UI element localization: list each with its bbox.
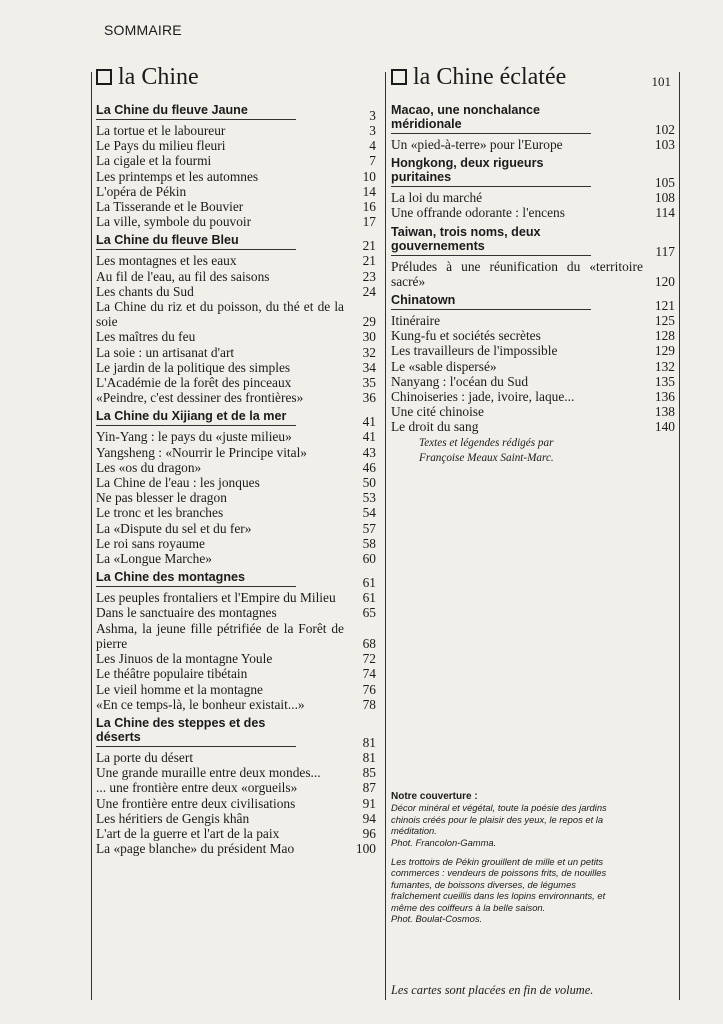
section-title: Hongkong, deux rigueurs puritaines xyxy=(391,156,591,187)
toc-entry xyxy=(391,404,675,419)
right-toc-column xyxy=(391,58,675,435)
toc-entry xyxy=(96,214,376,229)
entry-title: La «Dispute du sel et du fer» xyxy=(96,520,252,536)
toc-entry xyxy=(96,621,376,651)
section-title: La Chine des steppes et des déserts xyxy=(96,716,296,747)
page-number: 50 xyxy=(362,475,376,491)
page-number: 41 xyxy=(362,429,376,445)
page-number: 23 xyxy=(362,268,376,284)
page-number: 85 xyxy=(362,765,376,781)
toc-section-heading xyxy=(96,103,376,123)
page-number: 136 xyxy=(654,389,675,405)
page-number: 102 xyxy=(654,122,675,137)
credits-note: Textes et légendes rédigés par Françoise Meaux Saint-Marc. xyxy=(419,437,554,464)
page-number: 57 xyxy=(362,520,376,536)
page-number: 114 xyxy=(655,205,675,221)
toc-entry xyxy=(96,796,376,811)
toc-entry xyxy=(96,169,376,184)
maps-note: Les cartes sont placées en fin de volume. xyxy=(391,983,594,997)
entry-title: Itinéraire xyxy=(391,313,441,329)
page-number: 3 xyxy=(369,123,376,138)
toc-entry xyxy=(391,419,675,434)
entry-title: Ashma, la jeune fille pétrifiée de la Forêt de pierre xyxy=(96,620,344,651)
page-number: 3 xyxy=(369,108,376,123)
toc-entry xyxy=(96,605,376,620)
page-number: 32 xyxy=(362,344,376,360)
toc-entry xyxy=(391,190,675,205)
entry-title: La Chine du riz et du poisson, du thé et de la soie xyxy=(96,299,344,330)
toc-section-heading xyxy=(96,716,376,750)
page-number: 138 xyxy=(654,404,675,420)
entry-title: Le tronc et les branches xyxy=(96,505,224,521)
page-number: 54 xyxy=(362,505,376,521)
section-title: La Chine du fleuve Bleu xyxy=(96,233,296,250)
cover-photo-credit-2: Phot. Boulat-Cosmos. xyxy=(391,913,483,925)
page-number: 72 xyxy=(362,651,376,667)
section-title: La Chine des montagnes xyxy=(96,570,296,587)
cover-text-1: Décor minéral et végétal, toute la poésie des jardins chinois créés pour le plaisir des yeux, le repos et la méditation. xyxy=(391,802,607,837)
toc-entry xyxy=(96,841,376,856)
entry-title: Le droit du sang xyxy=(391,419,479,435)
toc-entry xyxy=(96,390,376,405)
checkbox-square-icon xyxy=(391,69,407,85)
toc-entry xyxy=(96,184,376,199)
page-number: 76 xyxy=(362,681,376,697)
entry-title: Ne pas blesser le dragon xyxy=(96,490,227,506)
toc-entry xyxy=(96,682,376,697)
entry-title: Une grande muraille entre deux mondes... xyxy=(96,765,321,781)
toc-entry xyxy=(96,123,376,138)
toc-entry xyxy=(96,780,376,795)
page-number: 81 xyxy=(362,749,376,765)
entry-title: Les Jinuos de la montagne Youle xyxy=(96,651,273,667)
entry-title: Une offrande odorante : l'encens xyxy=(391,205,565,221)
entry-title: La «Longue Marche» xyxy=(96,551,213,567)
page-number: 10 xyxy=(362,168,376,184)
page-number: 30 xyxy=(362,329,376,345)
toc-entry xyxy=(96,460,376,475)
entry-title: Les chants du Sud xyxy=(96,283,194,299)
toc-entry xyxy=(96,445,376,460)
left-column-rule xyxy=(91,72,92,1000)
page-number: 21 xyxy=(362,253,376,269)
entry-title: La tortue et le laboureur xyxy=(96,123,226,138)
toc-section-heading xyxy=(391,103,675,137)
page-number: 7 xyxy=(369,153,376,169)
toc-entry xyxy=(96,521,376,536)
toc-entry xyxy=(96,153,376,168)
entry-title: L'art de la guerre et l'art de la paix xyxy=(96,825,280,841)
page-number: 35 xyxy=(362,375,376,391)
entry-title: La «page blanche» du président Mao xyxy=(96,841,295,857)
entry-title: La Tisserande et le Bouvier xyxy=(96,199,244,215)
toc-entry xyxy=(96,551,376,566)
entry-title: Yin-Yang : le pays du «juste milieu» xyxy=(96,429,292,445)
toc-entry xyxy=(96,299,376,329)
toc-entry xyxy=(96,284,376,299)
page-number: 87 xyxy=(362,780,376,796)
section-title: La Chine du fleuve Jaune xyxy=(96,103,296,120)
entry-title: Les maîtres du feu xyxy=(96,329,196,345)
section-title: Macao, une nonchalance méridionale xyxy=(391,103,591,134)
left-main-title xyxy=(96,58,376,96)
page-number: 129 xyxy=(654,343,675,359)
toc-entry xyxy=(96,199,376,214)
toc-entry xyxy=(96,666,376,681)
page-number: 128 xyxy=(654,328,675,344)
cover-photo-credit-1: Phot. Francolon-Gamma. xyxy=(391,836,497,848)
page-number: 103 xyxy=(654,137,675,152)
page-number: 100 xyxy=(355,841,376,857)
entry-title: Les travailleurs de l'impossible xyxy=(391,343,558,359)
page-number: 53 xyxy=(362,490,376,506)
page-number: 91 xyxy=(362,795,376,811)
entry-title: La ville, symbole du pouvoir xyxy=(96,214,252,230)
page-number: 36 xyxy=(362,390,376,406)
entry-title: Le «sable dispersé» xyxy=(391,358,497,374)
section-title: Chinatown xyxy=(391,293,591,310)
entry-title: L'Académie de la forêt des pinceaux xyxy=(96,375,292,391)
toc-entry xyxy=(96,765,376,780)
cover-text-2: Les trottoirs de Pékin grouillent de mille et un petits commerces : vendeurs de poissons frits, de nouilles fumantes, de boissons diverses, de légumes fraîchement cueillis dans les lopins environnants, et même des coiffeurs à la belle saison. xyxy=(391,856,607,913)
entry-title: Au fil de l'eau, au fil des saisons xyxy=(96,268,270,284)
page-number: 78 xyxy=(362,696,376,712)
left-toc-column xyxy=(96,58,376,856)
toc-section-heading xyxy=(391,156,675,190)
entry-title: La cigale et la fourmi xyxy=(96,153,212,169)
toc-entry xyxy=(96,697,376,712)
entry-title: ... une frontière entre deux «orgueils» xyxy=(96,780,298,796)
toc-entry xyxy=(96,750,376,765)
page-number: 43 xyxy=(362,444,376,460)
page-number: 16 xyxy=(362,199,376,215)
toc-entry xyxy=(391,343,675,358)
section-title: Taiwan, trois noms, deux gouvernements xyxy=(391,225,591,256)
toc-entry xyxy=(391,259,675,289)
toc-entry xyxy=(96,253,376,268)
toc-entry xyxy=(96,360,376,375)
page-number: 108 xyxy=(654,190,675,206)
entry-title: Kung-fu et sociétés secrètes xyxy=(391,328,541,344)
page-number: 4 xyxy=(369,138,376,154)
right-title-text: la Chine éclatée xyxy=(413,63,567,90)
entry-title: Les printemps et les automnes xyxy=(96,168,259,184)
right-main-title xyxy=(391,58,675,96)
cover-heading: Notre couverture : xyxy=(391,791,478,802)
toc-entry xyxy=(96,429,376,444)
entry-title: Les «os du dragon» xyxy=(96,459,202,475)
toc-entry xyxy=(96,345,376,360)
page-number: 68 xyxy=(362,635,376,651)
page-number: 105 xyxy=(654,175,675,191)
page-number: 24 xyxy=(362,283,376,299)
entry-title: Yangsheng : «Nourrir le Principe vital» xyxy=(96,444,307,460)
page-number: 94 xyxy=(362,810,376,826)
entry-title: Les montagnes et les eaux xyxy=(96,253,237,269)
toc-entry xyxy=(96,536,376,551)
checkbox-square-icon xyxy=(96,69,112,85)
toc-section-heading xyxy=(96,570,376,590)
page-number: 58 xyxy=(362,535,376,551)
toc-entry xyxy=(96,269,376,284)
entry-title: La loi du marché xyxy=(391,190,483,206)
entry-title: Le vieil homme et la montagne xyxy=(96,681,263,697)
toc-entry xyxy=(391,328,675,343)
page-number: 41 xyxy=(362,414,376,430)
toc-section-heading xyxy=(391,225,675,259)
entry-title: La soie : un artisanat d'art xyxy=(96,344,235,360)
entry-title: Une cité chinoise xyxy=(391,404,484,420)
toc-entry xyxy=(391,313,675,328)
entry-title: Un «pied-à-terre» pour l'Europe xyxy=(391,137,563,152)
left-toc-list xyxy=(96,103,376,856)
middle-column-rule xyxy=(385,72,386,1000)
page-number: 34 xyxy=(362,359,376,375)
entry-title: «En ce temps-là, le bonheur existait...» xyxy=(96,696,305,712)
entry-title: Dans le sanctuaire des montagnes xyxy=(96,605,277,621)
section-title: La Chine du Xijiang et de la mer xyxy=(96,409,296,426)
left-title-text: la Chine xyxy=(118,63,199,90)
page-number: 117 xyxy=(655,243,675,259)
page-number: 17 xyxy=(362,214,376,230)
page-number: 14 xyxy=(362,183,376,199)
page-number: 132 xyxy=(654,358,675,374)
page-number: 140 xyxy=(654,419,675,435)
toc-entry xyxy=(96,475,376,490)
entry-title: «Peindre, c'est dessiner des frontières» xyxy=(96,390,304,406)
toc-entry xyxy=(391,374,675,389)
toc-entry xyxy=(391,359,675,374)
page-number: 29 xyxy=(362,314,376,330)
toc-entry xyxy=(96,505,376,520)
toc-section-heading xyxy=(96,233,376,253)
right-toc-list xyxy=(391,103,675,435)
entry-title: Le jardin de la politique des simples xyxy=(96,359,291,375)
entry-title: Le Pays du milieu fleuri xyxy=(96,138,226,154)
page-number: 96 xyxy=(362,825,376,841)
toc-entry xyxy=(96,138,376,153)
toc-entry xyxy=(96,826,376,841)
page-number: 21 xyxy=(362,238,376,254)
page-number: 81 xyxy=(362,734,376,750)
toc-entry xyxy=(96,490,376,505)
entry-title: La Chine de l'eau : les jonques xyxy=(96,475,260,491)
entry-title: Les héritiers de Gengis khân xyxy=(96,810,250,826)
right-title-page: 101 xyxy=(651,74,671,89)
page-number: 135 xyxy=(654,373,675,389)
toc-section-heading xyxy=(391,293,675,313)
toc-entry xyxy=(96,590,376,605)
page-number: 65 xyxy=(362,605,376,621)
toc-entry xyxy=(391,137,675,152)
page-number: 61 xyxy=(362,575,376,591)
entry-title: La porte du désert xyxy=(96,749,194,765)
entry-title: Les peuples frontaliers et l'Empire du Milieu xyxy=(96,590,336,606)
toc-entry xyxy=(96,375,376,390)
toc-section-heading xyxy=(96,409,376,429)
toc-entry xyxy=(96,811,376,826)
page-number: 125 xyxy=(654,313,675,329)
page-number: 120 xyxy=(654,273,675,289)
entry-title: L'opéra de Pékin xyxy=(96,183,187,199)
toc-entry xyxy=(96,651,376,666)
entry-title: Le roi sans royaume xyxy=(96,535,205,551)
toc-entry xyxy=(391,389,675,404)
entry-title: Nanyang : l'océan du Sud xyxy=(391,373,529,389)
page-number: 60 xyxy=(362,551,376,567)
page-number: 61 xyxy=(362,590,376,606)
entry-title: Préludes à une réunification du «territoire sacré» xyxy=(391,258,643,289)
page-header: SOMMAIRE xyxy=(104,22,182,38)
toc-entry xyxy=(391,205,675,220)
page-number: 74 xyxy=(362,666,376,682)
entry-title: Le théâtre populaire tibétain xyxy=(96,666,248,682)
page-number: 121 xyxy=(654,298,675,314)
entry-title: Une frontière entre deux civilisations xyxy=(96,795,296,811)
cover-caption xyxy=(391,791,627,932)
entry-title: Chinoiseries : jade, ivoire, laque... xyxy=(391,389,575,405)
right-column-rule xyxy=(679,72,680,1000)
toc-entry xyxy=(96,329,376,344)
page-number: 46 xyxy=(362,459,376,475)
